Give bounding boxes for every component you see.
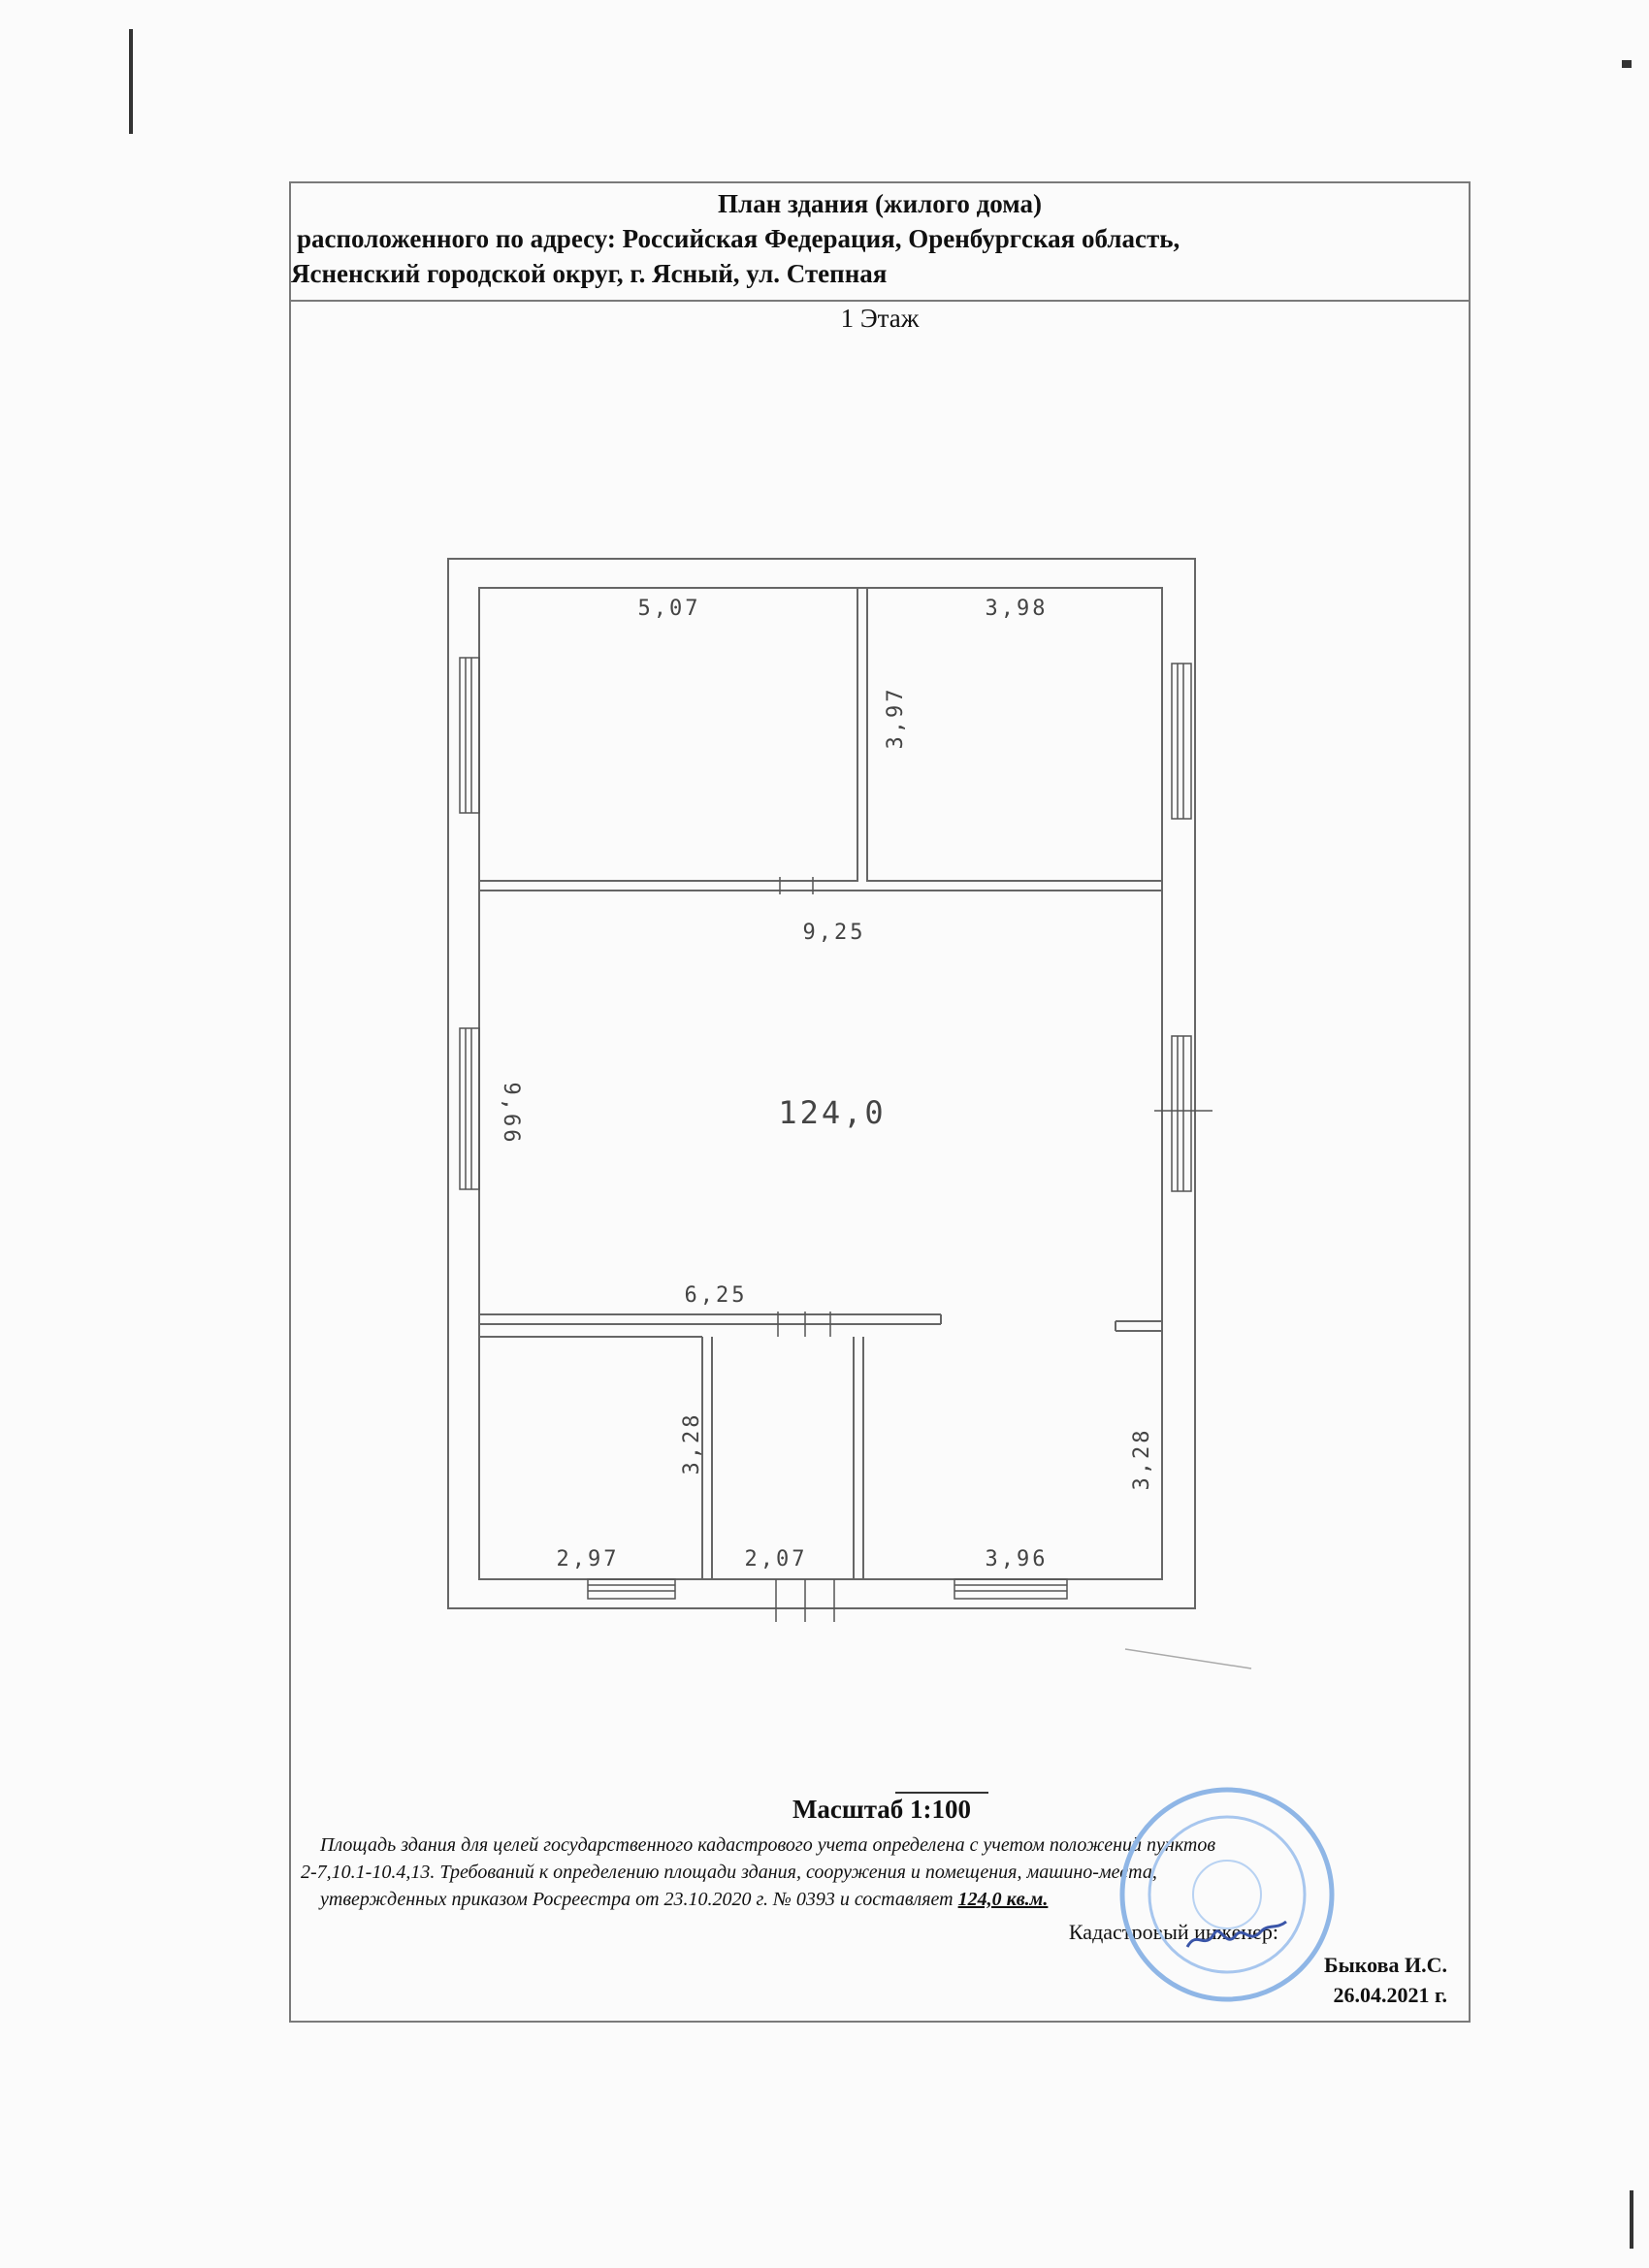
dim-inner-wall: 6,25 [684, 1283, 748, 1308]
exterior-wall-outer [448, 559, 1195, 1608]
address-line-2: Ясненский городской округ, г. Ясный, ул. Степная [291, 259, 888, 288]
dim-right-height: 3,28 [1130, 1427, 1154, 1491]
room-top-left [479, 588, 857, 881]
dim-room-height: 3,97 [884, 686, 908, 750]
document-title: План здания (жилого дома) [718, 189, 1042, 218]
area-note-line-1: Площадь здания для целей государственного кадастрового учета определена с учетом положений пунктов [320, 1834, 1216, 1856]
window-left-top [460, 658, 479, 813]
dim-top-right: 3,98 [985, 597, 1049, 621]
room-top-right [867, 588, 1162, 881]
dim-hall-width: 9,25 [802, 921, 866, 945]
area-value: 124,0 кв.м. [957, 1889, 1049, 1910]
dim-left-height: 3,28 [680, 1411, 704, 1475]
dim-bottom-mid: 2,07 [744, 1547, 808, 1571]
dim-top-left: 5,07 [637, 597, 701, 621]
signature-date: 26.04.2021 г. [1333, 1983, 1447, 2007]
area-note-line-2: 2-7,10.1-10.4,13. Требований к определению площади здания, сооружения и помещения, машино-места, [301, 1862, 1157, 1883]
dim-bottom-right: 3,96 [985, 1547, 1049, 1571]
exterior-wall-inner [479, 588, 1162, 1579]
window-right-middle [1172, 1036, 1191, 1191]
window-bottom-left [588, 1579, 675, 1599]
dim-bottom-left: 2,97 [556, 1547, 620, 1571]
window-left-middle [460, 1028, 479, 1189]
address-line-1: расположенного по адресу: Российская Федерация, Оренбургская область, [297, 224, 1180, 253]
floor-label: 1 Этаж [840, 304, 920, 333]
engineer-label: Кадастровый инженер: [1068, 1920, 1278, 1944]
dim-hall-height: 9,66 [499, 1082, 523, 1146]
window-bottom-right [954, 1579, 1067, 1599]
area-note-text: утвержденных приказом Росреестра от 23.10.2020 г. № 0393 и составляет [320, 1889, 954, 1910]
scale-label: Масштаб 1:100 [792, 1795, 972, 1824]
window-right-top [1172, 664, 1191, 819]
total-area-value: 124,0 [778, 1094, 887, 1131]
engineer-name: Быкова И.С. [1324, 1953, 1447, 1977]
